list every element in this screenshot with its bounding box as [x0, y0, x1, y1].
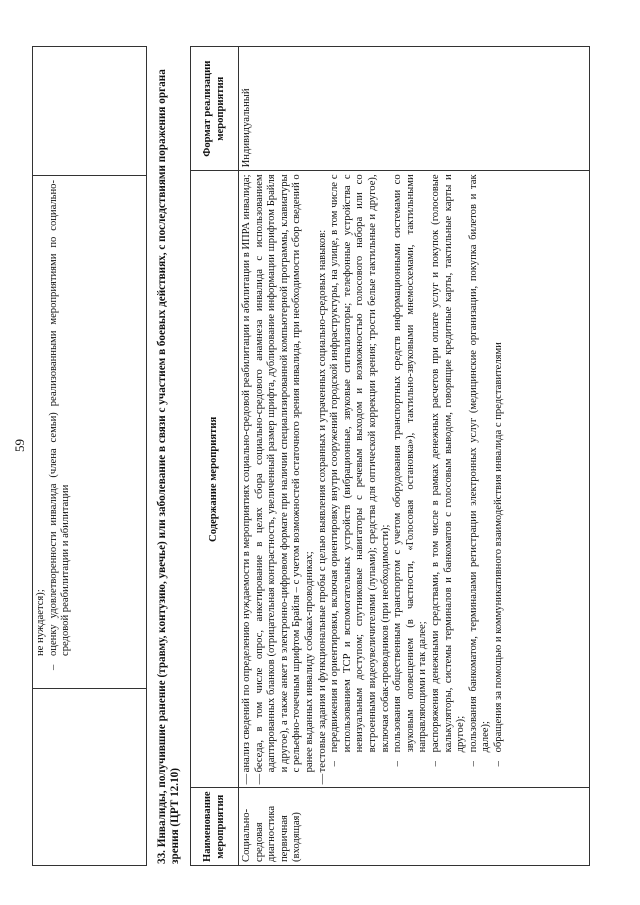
page-number: 59 [12, 439, 27, 452]
prev-dash: – [47, 664, 59, 670]
subitem-text: пользования общественным транспортом с учетом оборудования транспортных средств информационными системами со звуковым оповещением (в частности, «Голосовая остановка»), тактильно-звуковыми мнемосхемами, тактильными направляющими и так далее; [392, 174, 429, 753]
content-item [254, 174, 317, 784]
measures-table [190, 46, 590, 866]
subitem-dash: – [492, 761, 504, 767]
content-item [317, 174, 330, 784]
header-name: Наименование мероприятия [191, 788, 239, 866]
prev-name-cell [33, 689, 147, 866]
header-content: Содержание мероприятия [191, 171, 239, 788]
prev-line-2: оценку удовлетворенности инвалида (члена семьи) реализованными мероприятиями по социально-средовой реабилитации и абилитации [47, 180, 72, 656]
content-subitem [430, 174, 468, 766]
rotated-document-body [32, 46, 592, 866]
content-subitem [493, 174, 506, 766]
subitem-text: распоряжения денежными средствами, в том числе в рамках денежных расчетов при оплате услуг и покупок (голосовые калькуляторы, системы терминалов и банкоматов с голосовым выводом, говорящие кредитные карты, тактильные карты и другое); [429, 174, 467, 753]
content-item [241, 174, 254, 784]
content-subitem [329, 174, 392, 766]
row-content [239, 171, 590, 788]
item-text: тестовые задания и функциональные пробы с целью выявления сохранных и утраченных социально-средовых навыков: [316, 229, 328, 773]
subitem-dash: – [392, 761, 404, 767]
header-format: Формат реализации мероприятия [191, 47, 239, 171]
item-dash: — [241, 773, 252, 785]
section-title: 33. Инвалиды, получившие ранение (травму, контузию, увечье) или заболевание в связи с участием в боевых действиях, с последствиями поражения органа зрения (ЦРТ 12.10) [156, 69, 181, 864]
content-subitem [392, 174, 430, 766]
previous-table-fragment [32, 46, 147, 866]
subitem-dash: – [329, 761, 341, 767]
subitem-text: пользования банкоматом, терминалами регистрации электронных услуг (медицинские организации, покупка билетов и так далее); [467, 174, 492, 753]
content-subitem [468, 174, 493, 766]
item-dash: — [253, 773, 265, 785]
item-dash: — [316, 773, 328, 785]
prev-line-1: не нуждается); [35, 589, 46, 656]
subitem-dash: – [467, 761, 479, 767]
item-text: беседа, в том числе опрос, анкетирование в целях сбора социально-средового анамнеза инвалида с использованием адаптированных бланков (отрицательная контрастность, увеличенный размер шрифта, дублирование информации шрифтом Брайля и другое), а также анкет в электронно-цифровом формате при наличии специализированной компьютерной программы, клавиатуры с рельефно-точечным шрифтом Брайля – с учетом возможностей остаточного зрения инвалида, при необходимости сбор сведений о ранее выданных инвалиду собаках-проводниках; [253, 174, 315, 773]
prev-format-cell [33, 47, 147, 176]
item-text: анализ сведений по определению нуждаемости в мероприятиях социально-средовой реабилитации и абилитации в ИПРА инвалида; [241, 174, 252, 773]
subitem-text: передвижения и ориентировки, включая ориентировку внутри сооружений городской инфраструктуры, на улице, в том числе с использованием ТСР и вспомогательных устройств (вибрационные, звуковые сигнализаторы; телефонные устройства с невизуальным доступом; спутниковые навигаторы с речевым выходом и возможностью голосового набора или со встроенными видеоувеличителями (лупами); средства для оптической коррекции зрения; трости белые тактильные и другое), включая собак-проводников (при необходимости); [329, 174, 391, 753]
subitem-dash: – [429, 761, 441, 767]
row-format: Индивидуальный [239, 47, 590, 171]
row-name: Социально-средовая диагностика первичная (входящая) [239, 788, 590, 866]
subitem-text: обращения за помощью и коммуникативного взаимодействия инвалида с представителями [492, 342, 504, 753]
prev-content-cell [33, 176, 147, 689]
